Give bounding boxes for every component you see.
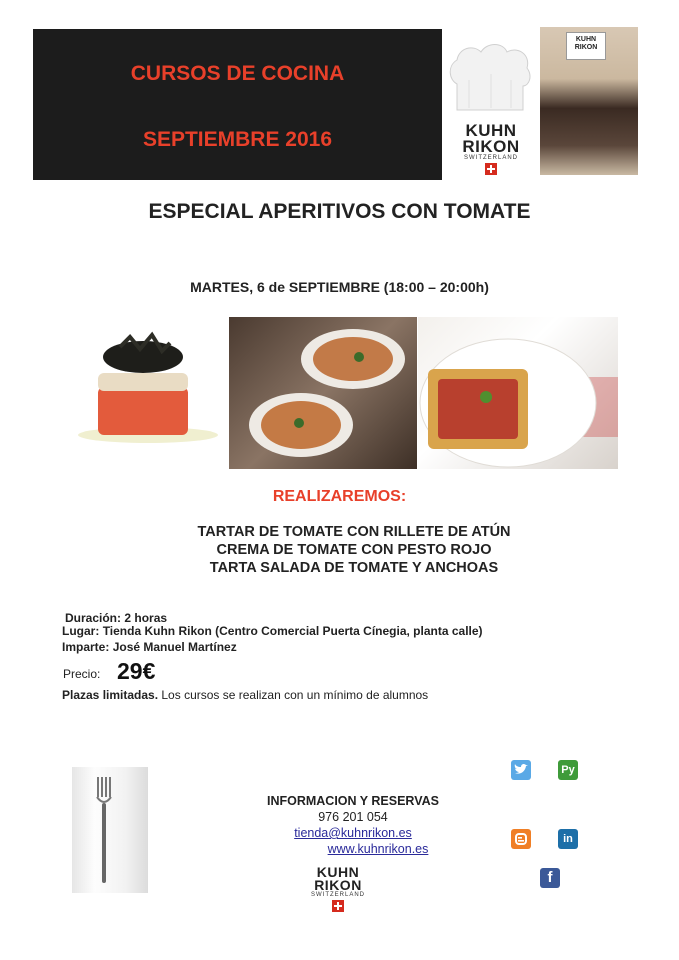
menu-item: TARTAR DE TOMATE CON RILLETE DE ATÚN [197,524,511,540]
contact-web-link[interactable]: www.kuhnrikon.es [327,842,429,856]
tomato-tart-photo [418,317,618,469]
limited-row [62,688,428,702]
place-row [62,624,483,638]
limited-bold: Plazas limitadas. [62,688,159,702]
footer-logo [300,866,376,912]
duration-row [65,611,167,625]
contact-email-link[interactable]: tienda@kuhnrikon.es [294,826,412,840]
napkin-fork-photo [72,767,148,893]
store-sign-line2: RIKON [574,44,598,51]
facebook-icon[interactable]: f [540,868,560,888]
chef-hat-icon [447,40,535,118]
section-title: REALIZAREMOS: [272,488,407,505]
course-date: MARTES, 6 de SEPTIEMBRE (18:00 – 20:00h) [190,279,489,295]
footer-brand-line2: RIKON [314,877,362,893]
menu-item: TARTA SALADA DE TOMATE Y ANCHOAS [209,560,499,576]
place-value: Tienda Kuhn Rikon (Centro Comercial Puerta Cínegia, planta calle) [102,624,483,638]
banner-title: CURSOS DE COCINA [130,62,345,85]
blogger-icon[interactable] [511,829,531,849]
py-icon[interactable]: Py [558,760,578,780]
duration-label: Duración: [65,611,122,625]
contact-block [243,794,463,856]
limited-text: Los cursos se realizan con un mínimo de alumnos [158,688,429,702]
duration-value: 2 horas [124,611,168,625]
footer-brand-sub: SWITZERLAND [310,892,365,898]
tomato-cream-photo [229,317,417,469]
title-banner [33,29,442,180]
fork-icon [72,767,148,893]
banner-date: SEPTIEMBRE 2016 [142,128,333,151]
price-label: Precio: [63,667,101,681]
footer-swiss-cross-icon [332,900,344,912]
price-value: 29€ [117,658,156,684]
store-sign [566,32,606,60]
store-sign-line1: KUHN [575,36,597,43]
brand-logo [447,40,535,180]
linkedin-icon[interactable]: in [558,829,578,849]
contact-heading: INFORMACION Y RESERVAS [266,794,440,808]
brand-name-line2: RIKON [462,137,520,156]
contact-phone: 976 201 054 [318,810,388,824]
tartar-photo [70,317,225,469]
place-label: Lugar: [62,624,100,638]
menu-item: CREMA DE TOMATE CON PESTO ROJO [216,542,492,558]
brand-name-line1: KUHN [465,121,517,140]
teacher-row [62,640,237,654]
teacher-label: Imparte: [62,640,110,654]
teacher-value: José Manuel Martínez [112,640,237,654]
course-subtitle: ESPECIAL APERITIVOS CON TOMATE [148,200,531,223]
footer-brand-line1: KUHN [316,864,360,880]
swiss-cross-icon [485,163,497,175]
twitter-icon[interactable] [511,760,531,780]
brand-subtitle: SWITZERLAND [463,155,518,161]
